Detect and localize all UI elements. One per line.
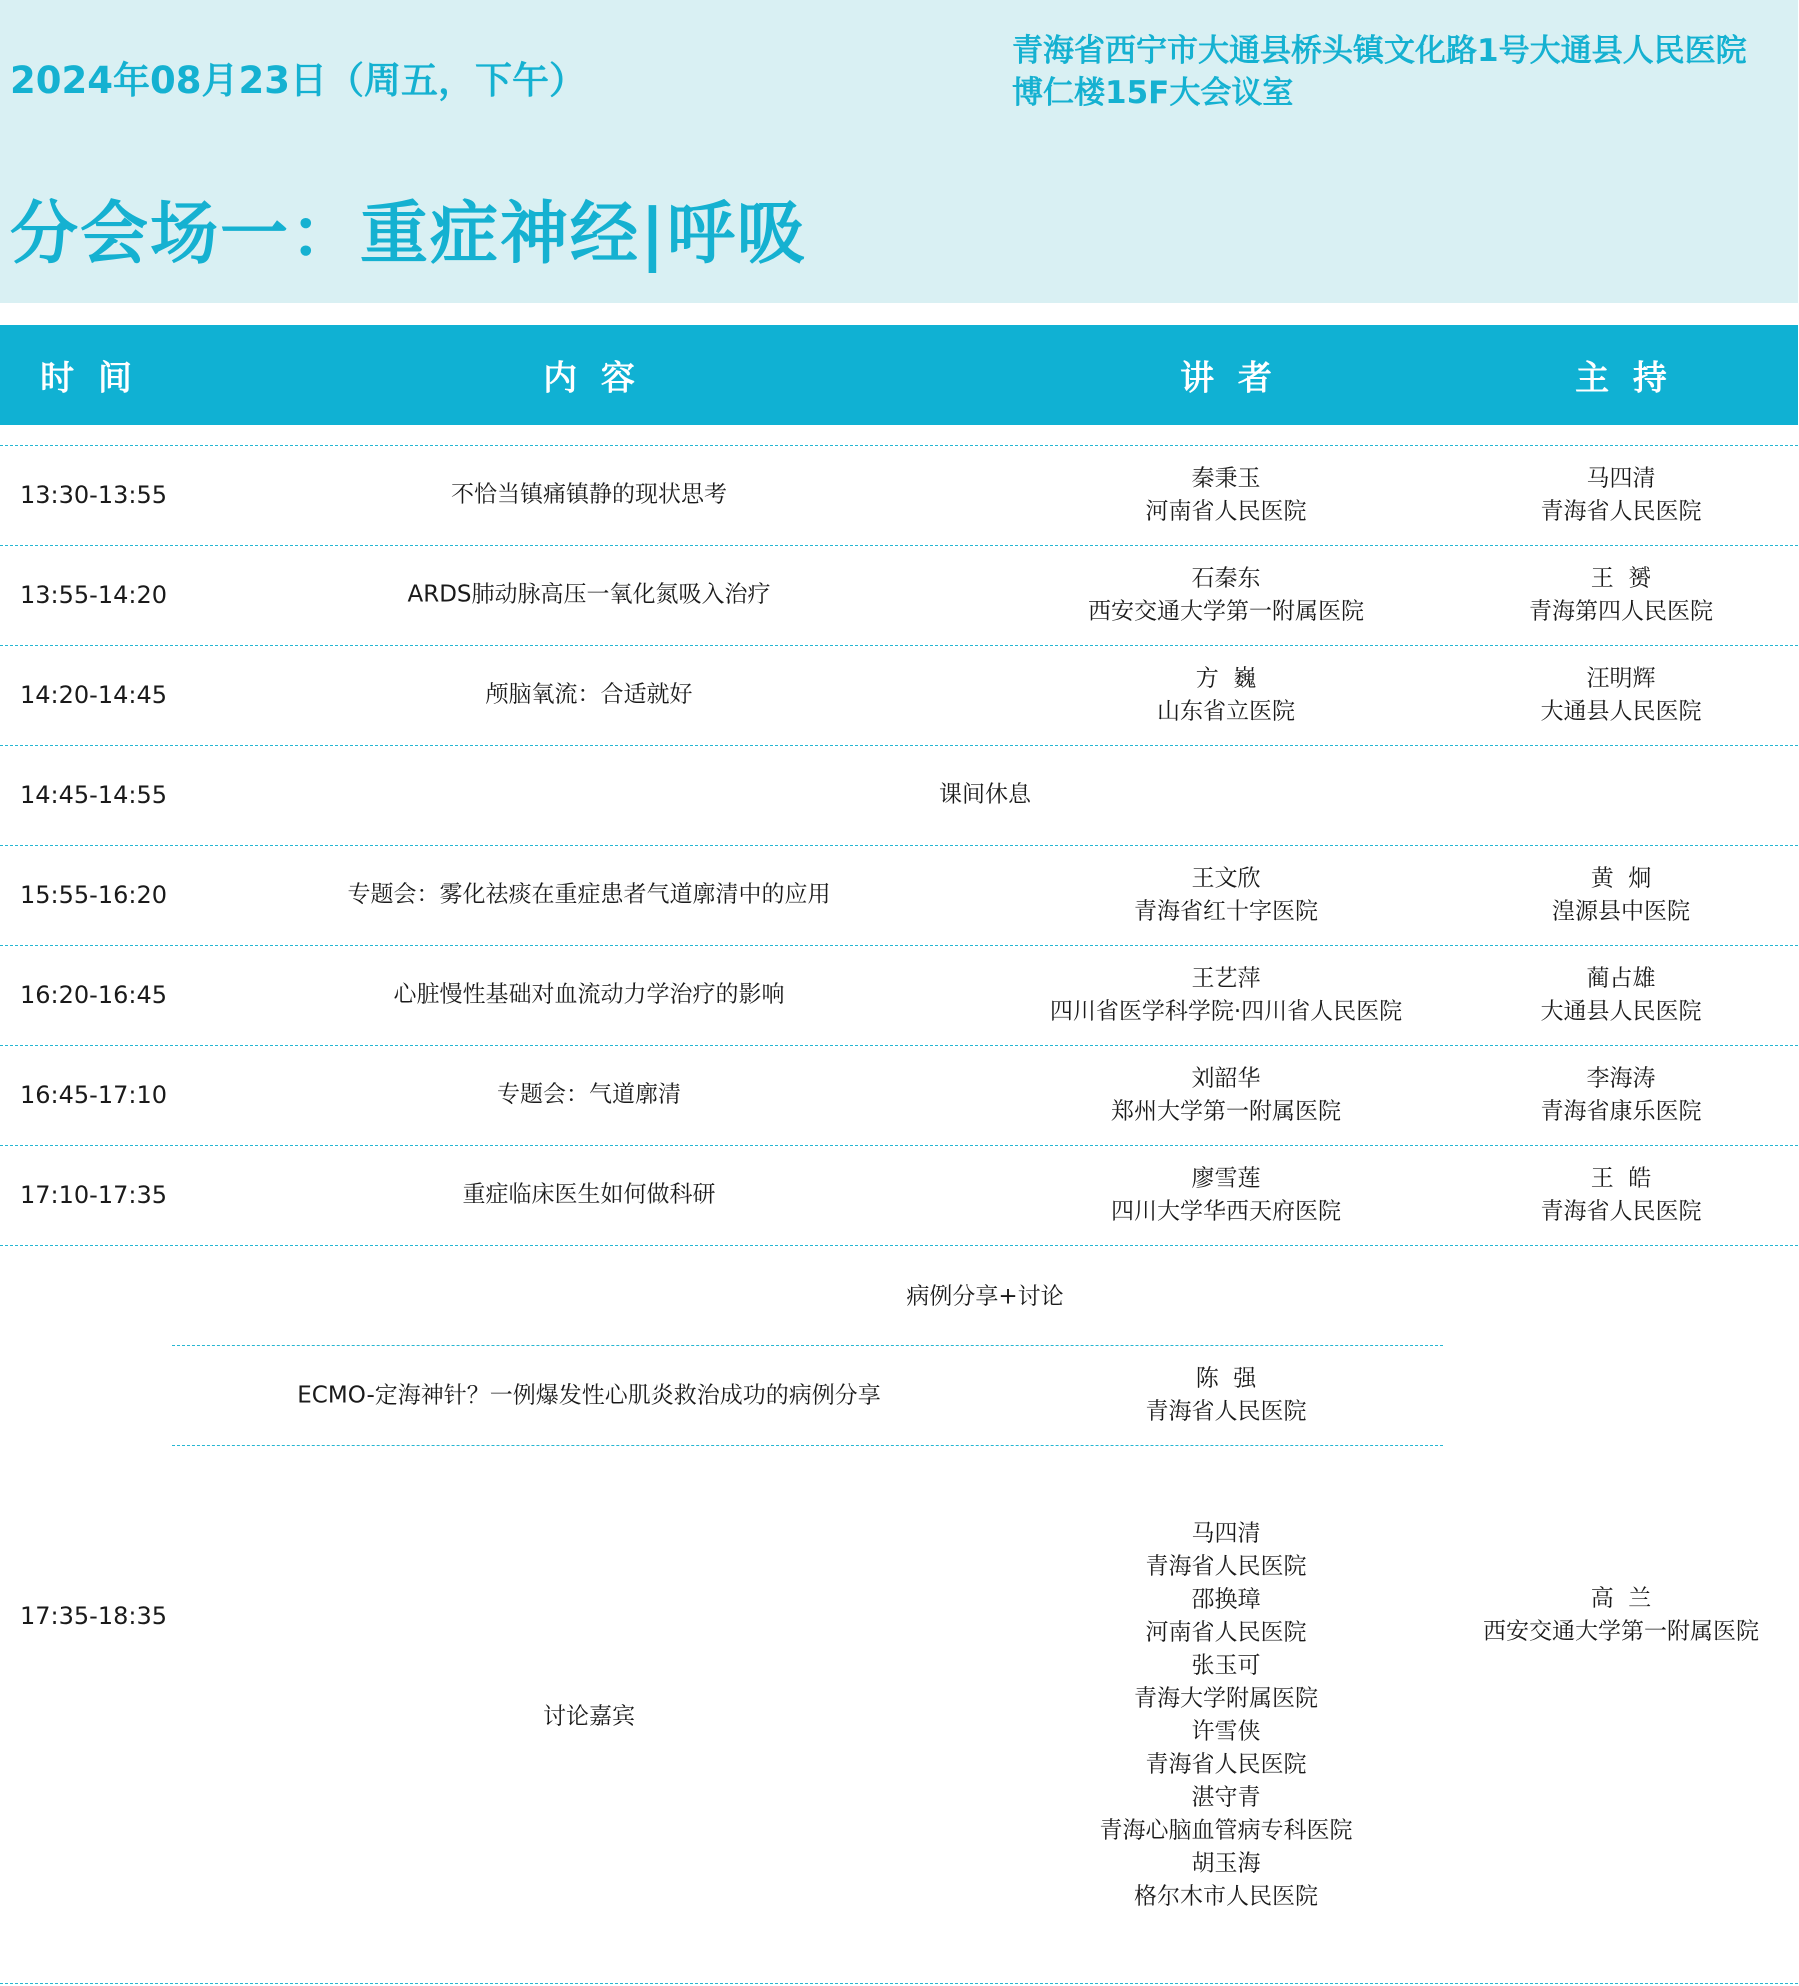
speaker-name: 王艺萍: [1191, 965, 1261, 992]
speaker-name: 王文欣: [1191, 865, 1261, 892]
row-divider: [0, 1145, 1798, 1146]
session-time: 14:20-14:45: [20, 681, 167, 709]
speaker-affiliation: 山东省立医院: [1157, 698, 1295, 725]
session-date: 2024年08月23日（周五，下午）: [10, 59, 586, 102]
venue-title: 分会场一：重症神经|呼吸: [10, 195, 807, 274]
host-affiliation: 大通县人民医院: [1540, 698, 1702, 725]
speaker-affiliation: 河南省人民医院: [1145, 498, 1307, 525]
session-topic: 心脏慢性基础对血流动力学治疗的影响: [393, 981, 785, 1008]
row-divider: [0, 745, 1798, 746]
host-name: 李海涛: [1586, 1065, 1656, 1092]
session-time: 13:55-14:20: [20, 581, 167, 609]
speaker-affiliation: 郑州大学第一附属医院: [1111, 1098, 1341, 1125]
session-time: 17:10-17:35: [20, 1181, 167, 1209]
session-topic: ARDS肺动脉高压一氧化氮吸入治疗: [407, 581, 771, 608]
column-header-time: 时 间: [40, 358, 132, 399]
case-host-affiliation: 西安交通大学第一附属医院: [1483, 1618, 1759, 1645]
row-divider: [0, 945, 1798, 946]
session-time: 14:45-14:55: [20, 781, 167, 809]
row-divider: [0, 645, 1798, 646]
host-affiliation: 青海省人民医院: [1540, 1198, 1702, 1225]
discussant-affiliation: 青海心脑血管病专科医院: [1099, 1817, 1353, 1844]
case-topic: ECMO-定海神针？一例爆发性心肌炎救治成功的病例分享: [297, 1382, 881, 1409]
host-affiliation: 青海第四人民医院: [1529, 598, 1713, 625]
discussant-name: 马四清: [1191, 1520, 1261, 1547]
discussant-name: 张玉可: [1191, 1652, 1261, 1679]
case-block-time: 17:35-18:35: [20, 1602, 167, 1630]
discussant-affiliation: 青海省人民医院: [1145, 1751, 1307, 1778]
host-affiliation: 青海省康乐医院: [1540, 1098, 1702, 1125]
discussant-affiliation: 青海大学附属医院: [1134, 1685, 1318, 1712]
row-divider: [0, 845, 1798, 846]
sub-divider: [172, 1445, 1443, 1446]
discussant-name: 邵换璋: [1191, 1586, 1261, 1613]
speaker-name: 石秦东: [1191, 565, 1261, 592]
address-line-2: 博仁楼15F大会议室: [1012, 75, 1294, 111]
host-affiliation: 大通县人民医院: [1540, 998, 1702, 1025]
session-topic: 专题会：雾化祛痰在重症患者气道廓清中的应用: [347, 881, 831, 908]
speaker-name: 方 巍: [1195, 665, 1257, 692]
speaker-affiliation: 青海省红十字医院: [1134, 898, 1318, 925]
row-divider: [0, 1245, 1798, 1246]
header-banner: [0, 0, 1798, 303]
host-name: 汪明辉: [1586, 665, 1656, 692]
host-affiliation: 湟源县中医院: [1552, 898, 1690, 925]
discussant-name: 湛守青: [1191, 1784, 1261, 1811]
case-host-name: 高 兰: [1590, 1585, 1652, 1612]
host-affiliation: 青海省人民医院: [1540, 498, 1702, 525]
row-divider: [0, 545, 1798, 546]
table-header: [0, 325, 1798, 425]
row-divider: [0, 1983, 1798, 1984]
speaker-affiliation: 西安交通大学第一附属医院: [1088, 598, 1364, 625]
session-topic: 重症临床医生如何做科研: [462, 1181, 716, 1208]
row-divider: [0, 1045, 1798, 1046]
column-header-content: 内 容: [543, 358, 635, 399]
discussant-affiliation: 格尔木市人民医院: [1134, 1883, 1318, 1910]
row-divider: [0, 445, 1798, 446]
speaker-name: 刘韶华: [1191, 1065, 1261, 1092]
session-topic: 不恰当镇痛镇静的现状思考: [451, 481, 727, 508]
venue-address: [1012, 30, 1747, 114]
case-speaker-name: 陈 强: [1195, 1365, 1257, 1392]
session-time: 16:45-17:10: [20, 1081, 167, 1109]
speaker-name: 秦秉玉: [1191, 465, 1261, 492]
host-name: 蔺占雄: [1586, 965, 1656, 992]
break-label: 课间休息: [939, 781, 1031, 808]
case-speaker-affiliation: 青海省人民医院: [1145, 1398, 1307, 1425]
discussant-name: 许雪侠: [1191, 1718, 1261, 1745]
session-topic: 颅脑氧流：合适就好: [485, 681, 693, 708]
sub-divider: [172, 1345, 1443, 1346]
host-name: 马四清: [1586, 465, 1656, 492]
session-topic: 专题会：气道廓清: [497, 1081, 681, 1108]
host-name: 王 皓: [1590, 1165, 1652, 1192]
session-time: 13:30-13:55: [20, 481, 167, 509]
speaker-affiliation: 四川大学华西天府医院: [1111, 1198, 1341, 1225]
speaker-affiliation: 四川省医学科学院·四川省人民医院: [1049, 998, 1403, 1025]
host-name: 黄 炯: [1590, 865, 1652, 892]
discussant-name: 胡玉海: [1191, 1850, 1261, 1877]
session-time: 16:20-16:45: [20, 981, 167, 1009]
speaker-name: 廖雪莲: [1191, 1165, 1261, 1192]
discussant-affiliation: 青海省人民医院: [1145, 1553, 1307, 1580]
discussant-affiliation: 河南省人民医院: [1145, 1619, 1307, 1646]
case-section-title: 病例分享+讨论: [906, 1283, 1064, 1310]
session-time: 15:55-16:20: [20, 881, 167, 909]
column-header-speaker: 讲 者: [1180, 358, 1272, 399]
column-header-host: 主 持: [1575, 358, 1667, 399]
host-name: 王 赟: [1590, 565, 1652, 592]
address-line-1: 青海省西宁市大通县桥头镇文化路1号大通县人民医院: [1012, 33, 1747, 69]
discussion-label: 讨论嘉宾: [543, 1703, 635, 1730]
